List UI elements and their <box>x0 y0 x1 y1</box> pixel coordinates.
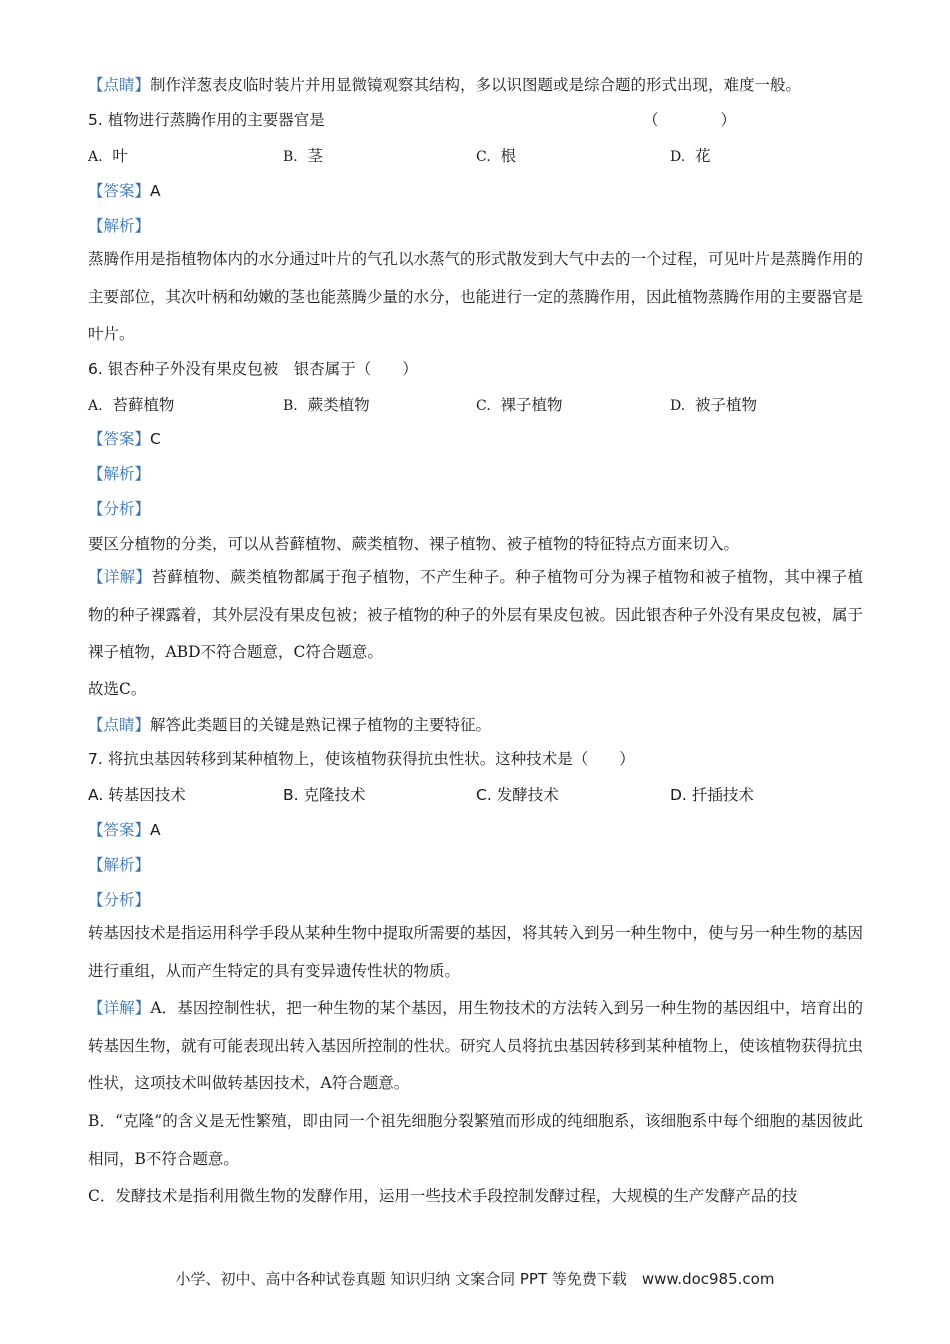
q6-xiangjie: 【详解】苔藓植物、蕨类植物都属于孢子植物，不产生种子。种子植物可分为裸子植物和被子植物，其中裸子植物的种子裸露着，其外层没有果皮包被；被子植物的种子的外层有果皮包被。因此银杏种子外没有果皮包被，属于裸子植物，ABD不符合题意，C符合题意。 <box>88 568 864 662</box>
q6-answer: 【答案】C <box>88 430 161 448</box>
q7-option-d: D. 扦插技术 <box>670 786 754 804</box>
q6-option-b: B. 蕨类植物 <box>283 396 370 414</box>
q5-number: 5. <box>88 111 103 129</box>
q7-answer: 【答案】A <box>88 821 161 839</box>
q7-xiangjie-a: 【详解】A．基因控制性状，把一种生物的某个基因，用生物技术的方法转入到另一种生物的基因组中，培育出的转基因生物，就有可能表现出转入基因所控制的性状。研究人员将抗虫基因转移到某种植物上，使该植物获得抗虫性状，这项技术叫做转基因技术，A符合题意。 <box>88 999 864 1093</box>
q6-option-d: D. 被子植物 <box>670 396 758 414</box>
q5-option-b: B. 茎 <box>283 147 324 165</box>
q7-stem: 7. 将抗虫基因转移到某种植物上，使该植物获得抗虫性状。这种技术是（ ） <box>88 750 635 768</box>
q6-analysis-tag: 【解析】 <box>88 465 151 483</box>
q5-option-c: C. 根 <box>476 147 517 165</box>
q7-fenxi-tag: 【分析】 <box>88 891 151 909</box>
q5-option-d: D. 花 <box>670 147 711 165</box>
q7-xiangjie-b: B．“克隆”的含义是无性繁殖，即由同一个祖先细胞分裂繁殖而形成的纯细胞系，该细胞系中每个细胞的基因彼此相同，B不符合题意。 <box>88 1112 863 1168</box>
q5-answer: 【答案】A <box>88 182 161 200</box>
q5-analysis-tag: 【解析】 <box>88 217 151 235</box>
q5-analysis: 蒸腾作用是指植物体内的水分通过叶片的气孔以水蒸气的形式散发到大气中去的一个过程，可见叶片是蒸腾作用的主要部位，其次叶柄和幼嫩的茎也能蒸腾少量的水分，也能进行一定的蒸腾作用，因此植物蒸腾作用的主要器官是叶片。 <box>88 250 864 344</box>
q6-dianjing: 【点睛】解答此类题目的关键是熟记裸子植物的主要特征。 <box>88 716 492 734</box>
dianjing-tag: 【点睛】 <box>88 76 151 94</box>
q5-stem-text: 植物进行蒸腾作用的主要器官是 <box>107 111 325 129</box>
dianjing-text: 制作洋葱表皮临时装片并用显微镜观察其结构，多以识图题或是综合题的形式出现，难度一般。 <box>150 76 802 94</box>
q6-fenxi: 要区分植物的分类，可以从苔藓植物、蕨类植物、裸子植物、被子植物的特征特点方面来切入。 <box>88 535 740 553</box>
q5-option-a: A. 叶 <box>88 147 128 165</box>
q6-option-a: A. 苔藓植物 <box>88 396 175 414</box>
q7-option-b: B. 克隆技术 <box>283 786 366 804</box>
q7-xiangjie-c: C．发酵技术是指利用微生物的发酵作用，运用一些技术手段控制发酵过程，大规模的生产发酵产品的技 <box>88 1187 798 1205</box>
q7-option-c: C. 发酵技术 <box>476 786 559 804</box>
page-footer: 小学、初中、高中各种试卷真题 知识归纳 文案合同 PPT 等免费下载 www.doc985.com <box>175 1270 775 1288</box>
q7-analysis-tag: 【解析】 <box>88 856 151 874</box>
q5-stem <box>88 109 325 131</box>
q6-guxuan: 故选C。 <box>88 680 147 698</box>
q6-stem: 6. 银杏种子外没有果皮包被 银杏属于（ ） <box>88 360 418 378</box>
q6-fenxi-tag: 【分析】 <box>88 500 151 518</box>
q7-option-a: A. 转基因技术 <box>88 786 186 804</box>
q5-paren: （ ） <box>643 111 737 129</box>
q7-fenxi: 转基因技术是指运用科学手段从某种生物中提取所需要的基因，将其转入到另一种生物中，使与另一种生物的基因进行重组，从而产生特定的具有变异遗传性状的物质。 <box>88 924 864 980</box>
top-dianjing <box>88 74 801 96</box>
q6-option-c: C. 裸子植物 <box>476 396 563 414</box>
